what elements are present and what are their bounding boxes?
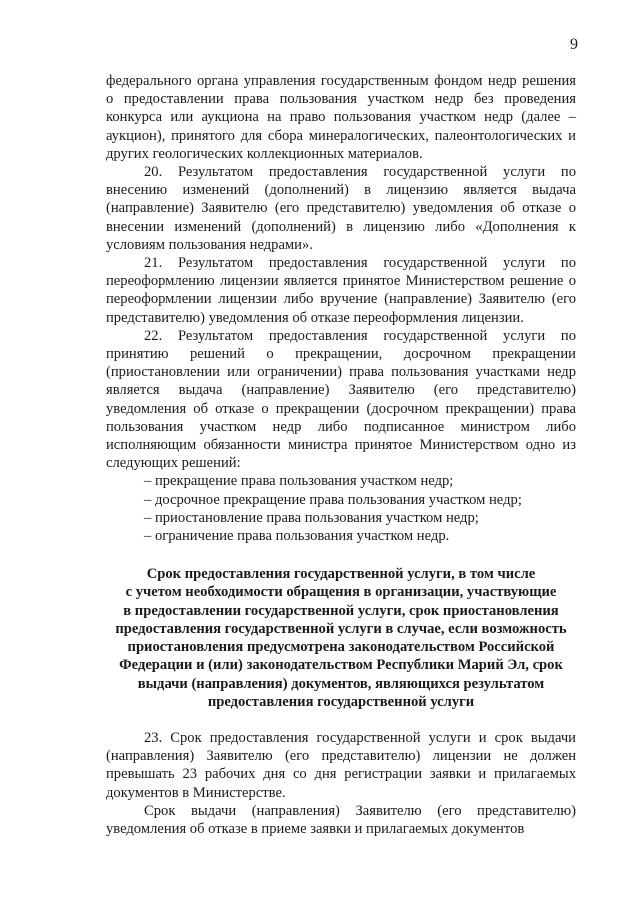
paragraph-item-23: 23. Срок предоставления государственной услуги и срок выдачи (направления) Заявителю (его представителю) лицензии не должен превышать 23 рабочих дня со дня регистрации заявки и прилагаемых документов в Министерстве.: [106, 729, 576, 801]
section-heading-line: предоставления государственной услуги: [207, 693, 475, 710]
section-heading-line: в предоставлении государственной услуги, срок приостановления: [123, 602, 559, 619]
section-heading: [106, 565, 576, 711]
list-item: – приостановление права пользования участком недр;: [144, 509, 479, 526]
list-item: – досрочное прекращение права пользования участком недр;: [144, 491, 522, 508]
paragraph-item-22: 22. Результатом предоставления государственной услуги по принятию решений о прекращении, досрочном прекращении (приостановлении или ограничении) права пользования участками недр является выдача (направление) Заявителю (его представителю) уведомления об отказе о прекращении (досрочном прекращении) права пользования участком недр либо подписанное министром либо исполняющим обязанности министра принятое Министерством одно из следующих решений:: [106, 327, 576, 472]
paragraph-continuation: федерального органа управления государственным фондом недр решения о предоставлении права пользования участком недр без проведения конкурса или аукциона на право пользования участком недр (далее – аукцион), принятого для сбора минералогических, палеонтологических и других геологических коллекционных материалов.: [106, 73, 576, 162]
section-heading-line: приостановления предусмотрена законодательством Российской: [127, 639, 555, 656]
page-number: 9: [570, 36, 578, 53]
section-spacer: [106, 711, 576, 729]
list-item: – прекращение права пользования участком недр;: [144, 473, 454, 490]
section-heading-line: Срок предоставления государственной услуги, в том числе: [146, 566, 536, 583]
list-item: – ограничение права пользования участком недр.: [144, 528, 450, 545]
paragraph-item-20: 20. Результатом предоставления государственной услуги по внесению изменений (дополнений) в лицензию является выдача (направление) Заявителю (его представителю) уведомления об отказе о внесении изменений (дополнений) в лицензию либо «Дополнения к условиям пользования недрами».: [106, 164, 576, 253]
document-body: [106, 72, 576, 838]
paragraph-item-23-continued: Срок выдачи (направления) Заявителю (его представителю) уведомления об отказе в приеме заявки и прилагаемых документов: [106, 802, 576, 837]
section-heading-line: Федерации и (или) законодательством Республики Марий Эл, срок: [119, 657, 563, 674]
section-heading-line: предоставления государственной услуги в случае, если возможность: [115, 620, 567, 637]
paragraph-item-21: 21. Результатом предоставления государственной услуги по переоформлению лицензии является принятое Министерством решение о переоформлении лицензии либо вручение (направление) Заявителю (его представителю) уведомления об отказе переоформления лицензии.: [106, 255, 576, 326]
section-heading-line: выдачи (направления) документов, являющихся результатом: [137, 675, 545, 692]
section-heading-line: с учетом необходимости обращения в организации, участвующие: [125, 584, 557, 601]
